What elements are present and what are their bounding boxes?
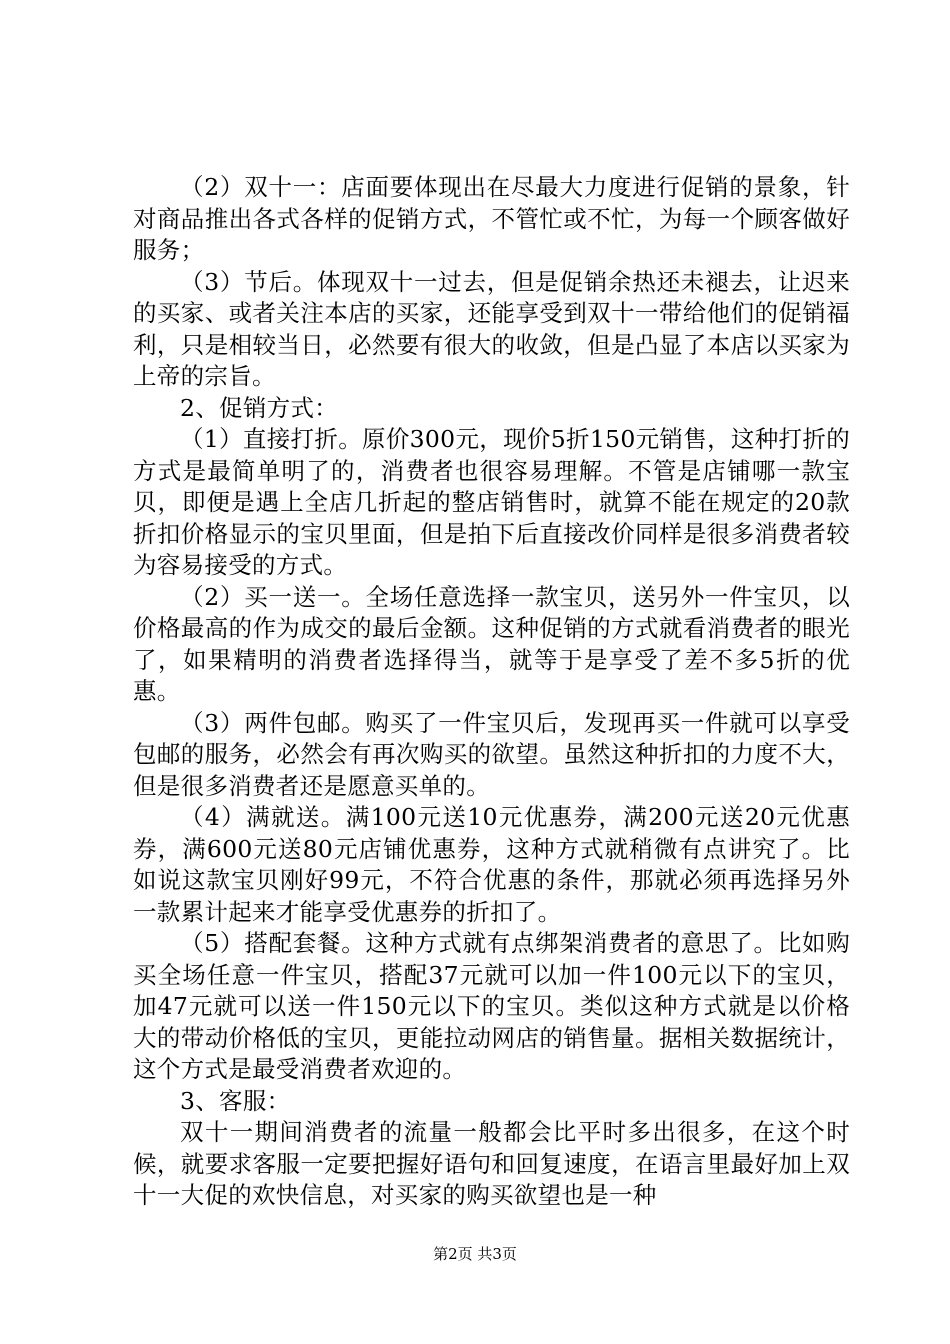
section-heading-customer-service: 3、客服： bbox=[180, 1086, 291, 1115]
paragraph-direct-discount: （1）直接打折。原价300元，现价5折150元销售，这种打折的方式是最简单明了的，消费者也很容易理解。不管是店铺哪一款宝贝，即便是遇上全店几折起的整店销售时，就算不能在规定的20款折扣价格显示的宝贝里面，但是拍下后直接改价同样是很多消费者较为容易接受的方式。 bbox=[133, 425, 850, 579]
section-heading-promotion-methods: 2、促销方式： bbox=[180, 393, 339, 422]
page-number-footer: 第2页 共3页 bbox=[433, 1245, 517, 1263]
paragraph-bundle-package: （5）搭配套餐。这种方式就有点绑架消费者的意思了。比如购买全场任意一件宝贝，搭配37元就可以加一件100元以下的宝贝，加47元就可以送一件150元以下的宝贝。类似这种方式就是以价格大的带动价格低的宝贝，更能拉动网店的销售量。据相关数据统计，这个方式是最受消费者欢迎的。 bbox=[133, 929, 850, 1083]
paragraph-two-items-free-shipping: （3）两件包邮。购买了一件宝贝后，发现再买一件就可以享受包邮的服务，必然会有再次购买的欲望。虽然这种折扣的力度不大，但是很多消费者还是愿意买单的。 bbox=[133, 708, 850, 800]
paragraph-double-eleven-day: （2）双十一：店面要体现出在尽最大力度进行促销的景象，针对商品推出各式各样的促销方式，不管忙或不忙，为每一个顾客做好服务； bbox=[133, 173, 850, 264]
paragraph-after-festival: （3）节后。体现双十一过去，但是促销余热还未褪去，让迟来的买家、或者关注本店的买家，还能享受到双十一带给他们的促销福利，只是相较当日，必然要有很大的收敛，但是凸显了本店以买家为上帝的宗旨。 bbox=[133, 267, 850, 390]
document-body bbox=[133, 172, 850, 1212]
paragraph-buy-one-get-one: （2）买一送一。全场任意选择一款宝贝，送另外一件宝贝，以价格最高的作为成交的最后金额。这种促销的方式就看消费者的眼光了，如果精明的消费者选择得当，就等于是享受了差不多5折的优惠。 bbox=[133, 582, 850, 705]
paragraph-spend-and-get: （4）满就送。满100元送10元优惠券，满200元送20元优惠券，满600元送80元店铺优惠券，这种方式就稍微有点讲究了。比如说这款宝贝刚好99元，不符合优惠的条件，那就必须再选择另外一款累计起来才能享受优惠券的折扣了。 bbox=[133, 803, 850, 926]
paragraph-customer-service: 双十一期间消费者的流量一般都会比平时多出很多，在这个时候，就要求客服一定要把握好语句和回复速度，在语言里最好加上双十一大促的欢快信息，对买家的购买欲望也是一种 bbox=[133, 1118, 850, 1209]
